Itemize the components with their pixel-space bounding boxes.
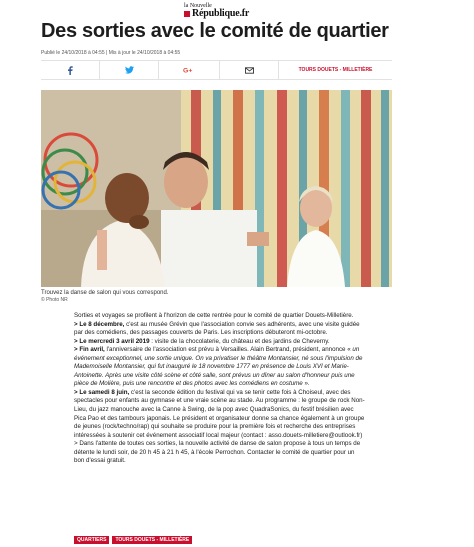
paragraph-text: c'est au musée Grévin que l'association convie ses adhérents, avec une visite guidée par des comédiens, des passages couverts de Paris. Les inscriptions débuteront mi-octobre. — [74, 320, 360, 337]
paragraph-lead: > Le mercredi 3 avril 2019 — [74, 337, 150, 345]
footer-tags — [74, 536, 192, 544]
article-photo — [41, 90, 392, 287]
twitter-icon — [125, 66, 134, 74]
share-facebook-button[interactable] — [41, 61, 100, 79]
paragraph-text: l'anniversaire de l'association est prévu à Versailles. Alain Bertrand, président, annonce « — [104, 346, 353, 354]
tag-quartiers[interactable]: QUARTIERS — [74, 536, 109, 544]
logo-top-text: la Nouvelle — [184, 3, 212, 9]
svg-text:G+: G+ — [183, 67, 193, 74]
share-mail-button[interactable] — [220, 61, 279, 79]
share-bar — [41, 60, 392, 80]
paragraph-danse: > Dans l'attente de toutes ces sorties, la nouvelle activité de danse de salon propose à tous un temps de détente le lundi soir, de 20 h 45 à 21 h 45, à l'école Perrochon. Contacter le comité de quartier pour un bon d'essai gratuit. — [74, 440, 361, 465]
paragraph-festival — [74, 389, 366, 440]
paragraph-cheverny — [74, 338, 366, 347]
tag-tours-douets[interactable]: TOURS DOUETS - MILLETIÈRE — [112, 536, 192, 544]
facebook-icon — [67, 66, 73, 75]
dance-photo-image — [41, 90, 392, 287]
google-plus-icon — [183, 66, 195, 74]
paragraph-lead: > Le 8 décembre, — [74, 320, 125, 328]
paragraph-quote: un événement exceptionnel, une sortie unique. On va privatiser le théâtre Montansier, né sous l'impulsion de Mademoiselle Montansier, qui fut inauguré le 18 novembre 1777 en présence de Louis XVI et Marie-Antoinette. Après une visite côté scène et côté salle, sont prévus un dîner au salon d'honneur puis une pièce de Molière, puis une rencontre et des photos avec les comédiens en costume — [74, 346, 363, 388]
photo-credit: © Photo NR — [41, 297, 68, 303]
share-twitter-button[interactable] — [100, 61, 159, 79]
paragraph-grevin — [74, 321, 366, 338]
paragraph-lead: > Fin avril, — [74, 346, 105, 354]
photo-caption: Trouvez la danse de salon qui vous correspond. — [41, 290, 169, 296]
article-body — [74, 312, 366, 466]
paragraph-text: c'est la seconde édition du festival qui va se tenir cette fois à Choiseul, avec des spectacles pour enfants au gymnase et une vraie scène au stade. Au programme : le groupe de rock Non-Lieu, du jazz manouche avec la Canne à Swing, de la pop avec QuadraSonics, du festif brésilien avec Pica Pao et des tambours japonais. Le président et organisateur donne sa chance également à un groupe de jeunes (rock/techno/rap) qui souhaite se produire pour la première fois et recherche des entreprises intéressées à soutenir cet événement associatif local majeur (contact : asso.douets-milletiere@outlook.fr) — [74, 388, 365, 439]
mail-icon — [245, 67, 254, 74]
topic-tag-link[interactable]: TOURS DOUETS - MILLETIÈRE — [298, 67, 373, 73]
paragraph-text: ». — [302, 380, 310, 388]
paragraph-versailles — [74, 346, 366, 389]
logo-name-text: République.fr — [192, 8, 250, 19]
logo-mark-icon — [184, 11, 190, 17]
share-google-plus-button[interactable] — [159, 61, 220, 79]
paragraph-intro: Sorties et voyages se profilent à l'horizon de cette rentrée pour le comité de quartier Douets-Milletière. — [74, 312, 354, 319]
article-title: Des sorties avec le comité de quartier — [41, 20, 389, 42]
paragraph-lead: > Le samedi 8 juin, — [74, 388, 130, 396]
publish-dates: Publié le 24/10/2018 à 04:55 | Mis à jour le 24/10/2018 à 04:55 — [41, 50, 181, 56]
paragraph-text: : visite de la chocolaterie, du château et des jardins de Cheverny. — [149, 337, 330, 345]
site-logo[interactable] — [184, 3, 264, 19]
